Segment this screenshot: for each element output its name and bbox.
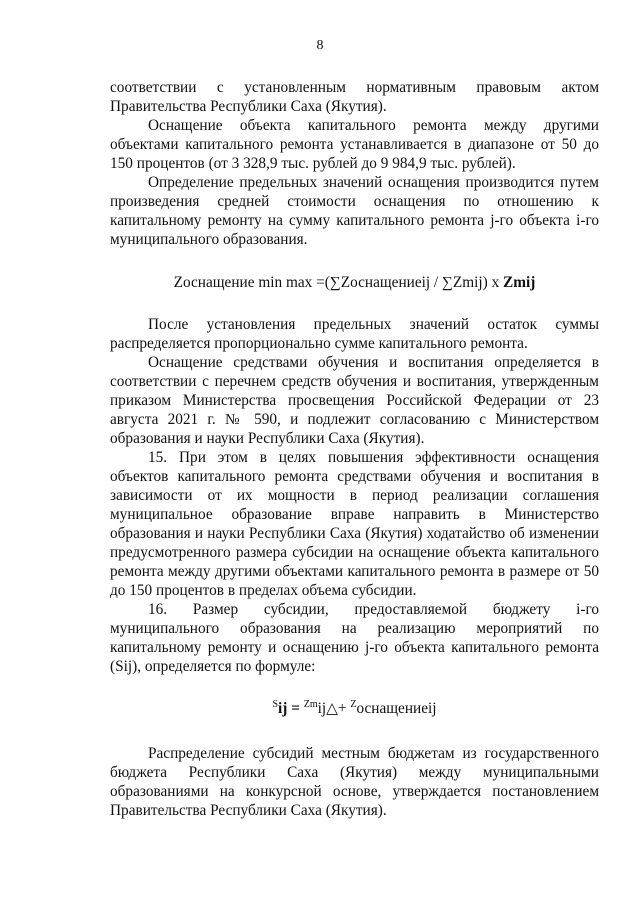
formula-limit-values (110, 273, 599, 292)
paragraph: Распределение субсидий местным бюджетам из государственного бюджета Республики Саха (Якутия) между муниципальными образованиями на конкурсной основе, утверждается постановлением Правительства Республики Саха (Якутия). (110, 745, 599, 820)
formula-tail: Zmij (503, 274, 536, 291)
formula-s: S (272, 699, 279, 710)
formula-ij: ij (278, 700, 288, 718)
page-number: 8 (316, 38, 324, 53)
document-body (110, 78, 599, 820)
formula-z: Z (350, 699, 357, 710)
formula-tail-2: оснащениеij (356, 700, 437, 718)
formula-eq: = (287, 700, 304, 718)
formula-text: Zоснащение min max =(∑Zоснащениеij / ∑Zmij) x (173, 274, 504, 291)
paragraph: Определение предельных значений оснащения производится путем произведения средней стоимости оснащения по отношению к капитальному ремонту на сумму капитального ремонта j-го объекта i-го муниципального образования. (110, 174, 599, 248)
paragraph: соответствии с установленным нормативным правовым актом Правительства Республики Саха (Якутия). (110, 79, 599, 115)
paragraph: 16. Размер субсидии, предоставляемой бюджету i-го муниципального образования на реализацию мероприятий по капитальному ремонту и оснащению j-го объекта капитального ремонта (Sij), определяется по формуле: (110, 601, 599, 675)
formula-zm: Zm (303, 699, 318, 710)
formula-delta: △ (326, 700, 338, 718)
formula-ij-2: ij (317, 700, 327, 718)
formula-subsidy (110, 695, 599, 718)
paragraph: 15. При этом в целях повышения эффективности оснащения объектов капитального ремонта средствами обучения и воспитания в зависимости от их мощности в период реализации соглашения муниципальное образование вправе направить в Министерство образования и науки Республики Саха (Якутия) ходатайство об изменении предусмотренного размера субсидии на оснащение объекта капитального ремонта между другими объектами капитального ремонта в размере от 50 до 150 процентов в пределах объема субсидии. (110, 449, 599, 599)
formula-plus: + (337, 700, 351, 718)
paragraph: После установления предельных значений остаток суммы распределяется пропорционально сумме капитального ремонта. (110, 316, 599, 352)
paragraph: Оснащение объекта капитального ремонта между другими объектами капитального ремонта устанавливается в диапазоне от 50 до 150 процентов (от 3 328,9 тыс. рублей до 9 984,9 тыс. рублей). (110, 117, 599, 172)
paragraph: Оснащение средствами обучения и воспитания определяется в соответствии с перечнем средств обучения и воспитания, утвержденным приказом Министерства просвещения Российской Федерации от 23 августа 2021 г. № 590, и подлежит согласованию с Министерством образования и науки Республики Саха (Якутия). (110, 354, 599, 447)
